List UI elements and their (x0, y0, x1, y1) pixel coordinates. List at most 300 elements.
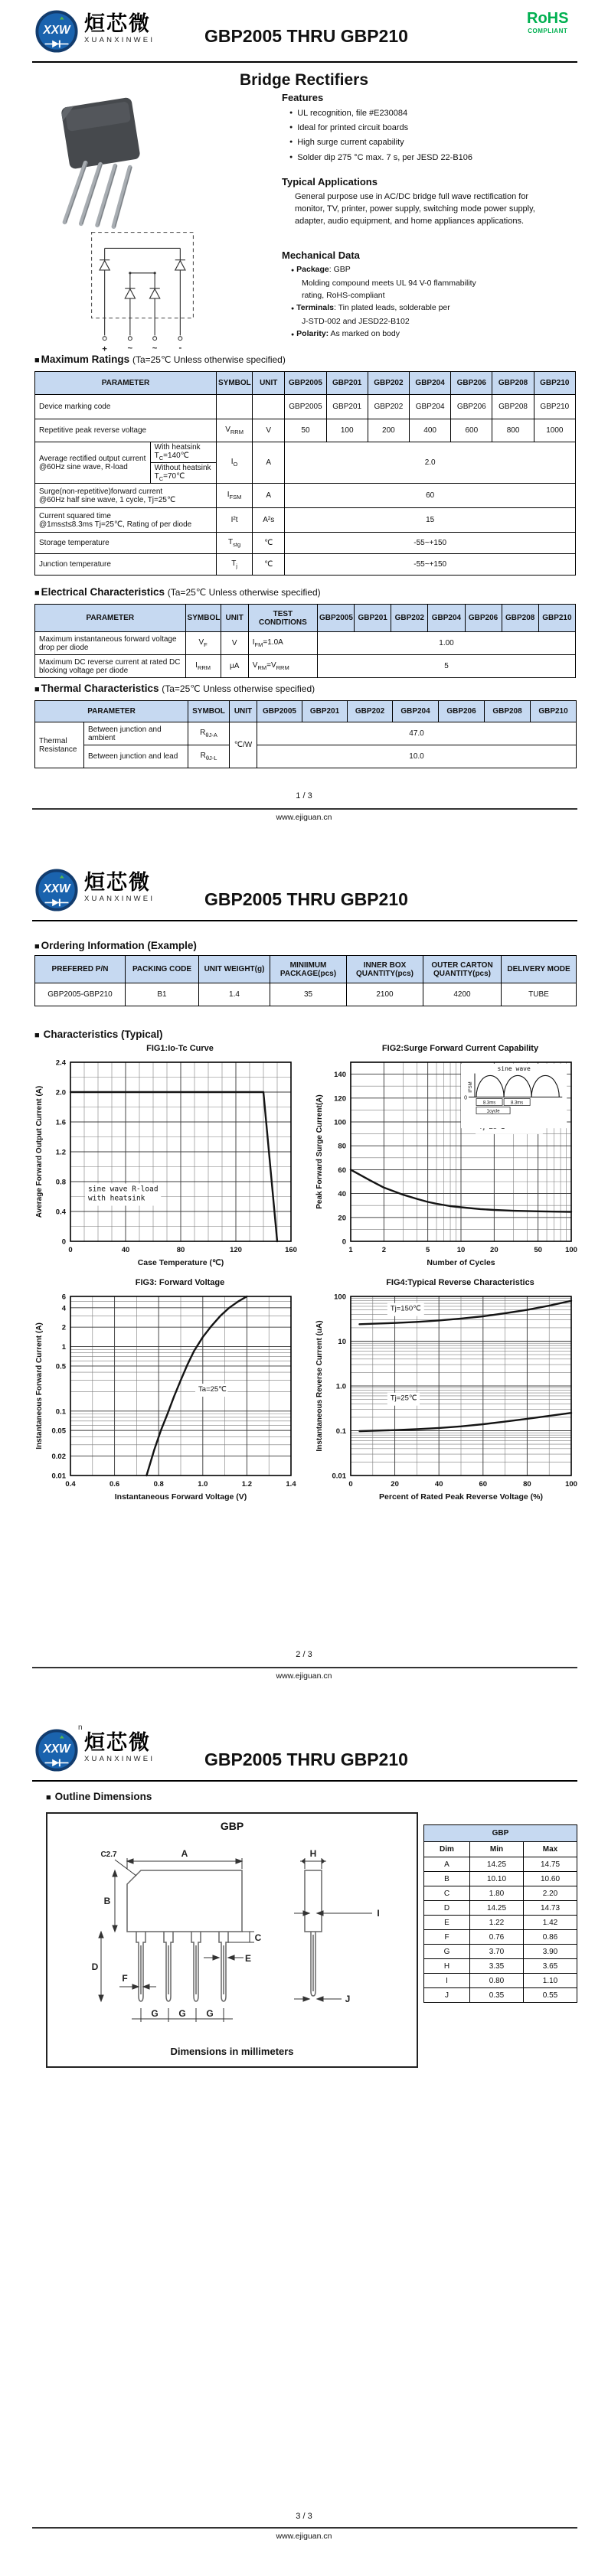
value-cell: 15 (285, 508, 576, 533)
mech-cont: J-STD-002 and JESD22-B102 (302, 317, 410, 326)
value-cell: 60 (285, 484, 576, 508)
svg-text:Number of Cycles: Number of Cycles (427, 1258, 495, 1267)
table-row (35, 395, 576, 419)
value-cell: GBP2005 (285, 395, 326, 419)
brand-name-cn: 烜芯微 (84, 1731, 151, 1754)
col-header: GBP206 (439, 701, 485, 722)
terminal-minus-label: - (178, 343, 182, 353)
symbol-cell: $T_{stg}$ (216, 533, 252, 554)
svg-text:1.0: 1.0 (198, 1480, 208, 1489)
col-header: GBP204 (428, 605, 465, 632)
svg-text:0.4: 0.4 (65, 1480, 76, 1489)
product-photo (44, 89, 158, 233)
symbol-cell: $I_O$ (216, 442, 252, 484)
param-cell: Average rectified output current @60Hz sine wave, R-load (35, 442, 151, 484)
chart-title: FIG3: Forward Voltage (135, 1278, 225, 1287)
page-number: 1 / 3 (296, 791, 312, 801)
value-cell: GBP204 (410, 395, 451, 419)
value-cell: GBP206 (451, 395, 492, 419)
svg-text:0.02: 0.02 (51, 1453, 66, 1462)
applications-body: General purpose use in AC/DC bridge full wave rectification for monitor, TV, printer, power supply, switching mode power supply, adapter, audio equipment, and home appliances applications. (295, 192, 535, 226)
col-header: Dim (424, 1842, 470, 1857)
dim-label-e: E (244, 1953, 252, 1964)
value-cell: 800 (492, 419, 534, 442)
test-condition-cell: $I_{FM}=1.0A$ (248, 632, 317, 655)
max-cell: 0.55 (524, 1988, 577, 2003)
section-title: Maximum Ratings (41, 354, 130, 365)
svg-text:8.3ms: 8.3ms (482, 1101, 496, 1106)
footer-rule (32, 1667, 577, 1668)
section-condition: (Ta=25℃ Unless otherwise specified) (167, 587, 321, 598)
min-cell: 1.80 (470, 1886, 524, 1901)
fig1-io-tc-curve (32, 1044, 302, 1274)
svg-text:0.8: 0.8 (153, 1480, 164, 1489)
svg-text:1.0: 1.0 (335, 1382, 346, 1391)
col-header: GBP202 (348, 701, 393, 722)
param-cell: Device marking code (35, 395, 217, 419)
col-header: Max (524, 1842, 577, 1857)
svg-text:40: 40 (338, 1190, 346, 1199)
svg-text:IFSM: IFSM (469, 1081, 473, 1093)
value-cell: 1.00 (318, 632, 576, 655)
table-row (424, 1857, 577, 1872)
header-rule (32, 1780, 577, 1782)
mechanical-list (291, 263, 590, 341)
bullet-icon: ● (289, 154, 293, 160)
website-link: www.ejiguan.cn (276, 1671, 332, 1681)
col-header: DELIVERY MODE (502, 956, 577, 983)
col-header: PARAMETER (35, 605, 186, 632)
svg-text:0: 0 (68, 1246, 73, 1254)
value-cell: 4200 (423, 983, 502, 1006)
mech-text: As marked on body (329, 329, 400, 338)
unit-cell: A (253, 484, 285, 508)
section-title: Electrical Characteristics (41, 586, 165, 598)
value-cell: 200 (368, 419, 409, 442)
col-header: TEST CONDITIONS (248, 605, 317, 632)
svg-text:0.5: 0.5 (55, 1362, 66, 1371)
section-marker-icon: ■ (34, 589, 40, 598)
col-header: GBP204 (410, 372, 451, 395)
table-row (35, 508, 576, 533)
col-header: PARAMETER (35, 701, 188, 722)
list-item (282, 138, 588, 148)
svg-text:100: 100 (334, 1293, 346, 1302)
svg-text:8.3ms: 8.3ms (510, 1101, 524, 1106)
header-rule (32, 920, 577, 921)
footer-rule (32, 2527, 577, 2529)
value-cell: GBP2005-GBP210 (35, 983, 126, 1006)
svg-text:140: 140 (334, 1071, 346, 1080)
svg-text:2.4: 2.4 (55, 1058, 66, 1068)
unit-cell: ℃ (253, 533, 285, 554)
unit-cell: ℃ (253, 554, 285, 576)
mech-label: Polarity: (296, 329, 329, 338)
value-cell: 600 (451, 419, 492, 442)
svg-text:sine wave R-load: sine wave R-load (88, 1185, 159, 1194)
package-name: GBP (220, 1820, 244, 1832)
feature-text: Solder dip 275 °C max. 7 s, per JESD 22-B106 (297, 152, 473, 162)
bullet-icon: ● (289, 139, 293, 145)
col-header: UNIT (253, 372, 285, 395)
value-cell: 400 (410, 419, 451, 442)
table-header-row (35, 372, 576, 395)
ordering-heading (34, 940, 197, 951)
symbol-cell: $T_j$ (216, 554, 252, 576)
value-cell: -55~+150 (285, 554, 576, 576)
max-cell: 14.75 (524, 1857, 577, 1872)
col-header: SYMBOL (185, 605, 221, 632)
svg-text:0: 0 (348, 1480, 353, 1489)
col-header: PACKING CODE (126, 956, 199, 983)
param-cell: Between junction and lead (84, 745, 188, 768)
col-header: GBP210 (538, 605, 575, 632)
col-header: GBP210 (531, 701, 577, 722)
dim-cell: H (424, 1959, 470, 1974)
bridge-schematic (84, 227, 201, 359)
col-header: GBP2005 (257, 701, 302, 722)
symbol-cell: $R_{\theta J-A}$ (188, 722, 230, 745)
value-cell: 2.0 (285, 442, 576, 484)
fig3-forward-voltage (32, 1278, 302, 1508)
symbol-cell: I²t (216, 508, 252, 533)
section-condition: (Ta=25℃ Unless otherwise specified) (162, 683, 315, 694)
page-title: GBP2005 THRU GBP210 (204, 1749, 408, 1769)
symbol-cell: $V_{RRM}$ (216, 419, 252, 442)
section-marker-icon: ■ (34, 685, 40, 694)
max-cell: 1.42 (524, 1916, 577, 1930)
bullet-icon: ● (291, 268, 295, 273)
table-row (35, 484, 576, 508)
mech-text: : GBP (329, 265, 351, 274)
symbol-cell: $I_{RRM}$ (185, 655, 221, 678)
col-header: GBP204 (393, 701, 439, 722)
max-ratings-heading (34, 354, 286, 365)
min-cell: 14.25 (470, 1857, 524, 1872)
svg-text:100: 100 (334, 1118, 346, 1127)
dim-cell: I (424, 1974, 470, 1988)
svg-text:160: 160 (285, 1246, 297, 1254)
svg-text:60: 60 (338, 1166, 346, 1175)
bridge-circuit-icon (84, 227, 201, 355)
value-cell: -55~+150 (285, 533, 576, 554)
characteristics-heading (34, 1029, 162, 1040)
list-item (291, 328, 590, 341)
svg-text:1.2: 1.2 (55, 1148, 66, 1157)
svg-text:2.0: 2.0 (55, 1088, 66, 1097)
svg-text:40: 40 (121, 1246, 130, 1254)
mech-cont: Molding compound meets UL 94 V-0 flammability (302, 279, 476, 288)
svg-text:1.2: 1.2 (241, 1480, 253, 1489)
svg-text:1: 1 (61, 1343, 66, 1352)
list-item (282, 153, 588, 163)
dim-label-h: H (309, 1848, 317, 1859)
rohs-label: RoHS (527, 10, 569, 27)
svg-text:0.6: 0.6 (109, 1480, 120, 1489)
col-header: MINIIMUM PACKAGE(pcs) (270, 956, 347, 983)
svg-text:1: 1 (348, 1246, 353, 1254)
dim-label-f: F (122, 1973, 128, 1984)
col-header: UNIT (221, 605, 248, 632)
mechanical-heading: Mechanical Data (282, 249, 360, 261)
unit-cell: V (221, 632, 248, 655)
svg-text:Peak Forward Surge Current(A): Peak Forward Surge Current(A) (315, 1094, 324, 1209)
dim-label-c: C (254, 1932, 262, 1943)
section-marker-icon: ■ (34, 356, 40, 365)
svg-text:Case Temperature (℃): Case Temperature (℃) (137, 1258, 224, 1267)
col-header: GBP208 (502, 605, 538, 632)
svg-text:2: 2 (381, 1246, 386, 1254)
svg-text:0.01: 0.01 (51, 1472, 66, 1481)
table-header-row (35, 605, 576, 632)
fig4-reverse-characteristics (312, 1278, 582, 1508)
svg-text:10: 10 (338, 1338, 346, 1346)
svg-text:sine wave: sine wave (497, 1065, 531, 1072)
section-marker-icon: ■ (34, 1031, 40, 1040)
min-cell: 1.22 (470, 1916, 524, 1930)
table-row (35, 554, 576, 576)
svg-text:Tj=25℃: Tj=25℃ (390, 1394, 417, 1403)
mech-label: Package (296, 265, 329, 274)
svg-text:20: 20 (490, 1246, 498, 1254)
header-rule (32, 61, 577, 63)
svg-text:100: 100 (565, 1480, 577, 1489)
svg-text:1.4: 1.4 (286, 1480, 296, 1489)
value-cell: B1 (126, 983, 199, 1006)
mech-text: : Tin plated leads, solderable per (333, 303, 450, 312)
table-row (35, 983, 577, 1006)
page-title: GBP2005 THRU GBP210 (204, 26, 408, 46)
dim-cell: C (424, 1886, 470, 1901)
svg-text:1cycle: 1cycle (486, 1109, 500, 1114)
list-item (291, 263, 590, 277)
max-cell: 1.10 (524, 1974, 577, 1988)
table-row (424, 1945, 577, 1959)
list-item (291, 302, 590, 315)
dim-label-g: G (178, 2008, 186, 2019)
thermal-table (34, 700, 577, 768)
col-header: PARAMETER (35, 372, 217, 395)
table-header-row (35, 956, 577, 983)
symbol-cell: $I_{FSM}$ (216, 484, 252, 508)
logo-icon (34, 9, 79, 54)
svg-text:Instantaneous Reverse Current: Instantaneous Reverse Current (uA) (315, 1320, 324, 1452)
table-row (424, 1901, 577, 1916)
dim-cell: B (424, 1872, 470, 1886)
svg-text:5: 5 (426, 1246, 430, 1254)
svg-text:Instantaneous Forward Current: Instantaneous Forward Current (A) (35, 1322, 44, 1449)
brand-name-cn: 烜芯微 (84, 12, 151, 35)
table-row (35, 442, 576, 463)
svg-text:0: 0 (342, 1237, 346, 1247)
group-cell: Thermal Resistance (35, 722, 84, 768)
bullet-icon: ● (289, 110, 293, 116)
section-title: Thermal Characteristics (41, 683, 159, 694)
terminal-plus-label: + (102, 344, 107, 354)
svg-text:80: 80 (338, 1142, 346, 1151)
param-cell: Surge(non-repetitive)forward current @60Hz half sine wave, 1 cycle, Tj=25℃ (35, 484, 217, 508)
table-row (35, 722, 577, 745)
bullet-icon: ● (289, 125, 293, 131)
value-cell: 100 (326, 419, 368, 442)
svg-text:0.1: 0.1 (335, 1427, 346, 1436)
table-row (424, 1872, 577, 1886)
brand-name-en: XUANXINWEI (84, 36, 155, 44)
svg-text:100: 100 (565, 1246, 577, 1254)
value-cell: 35 (270, 983, 347, 1006)
symbol-cell (216, 395, 252, 419)
product-name: Bridge Rectifiers (239, 71, 369, 89)
unit-cell: ℃/W (230, 722, 257, 768)
dim-label-g: G (151, 2008, 159, 2019)
col-header: Min (470, 1842, 524, 1857)
svg-text:Instantaneous Forward Voltage: Instantaneous Forward Voltage (V) (114, 1492, 247, 1502)
website-link: www.ejiguan.cn (276, 813, 332, 822)
svg-text:120: 120 (230, 1246, 242, 1254)
max-cell: 0.86 (524, 1930, 577, 1945)
table-row (424, 1886, 577, 1901)
logo-monogram: XXW (43, 1742, 70, 1756)
features-list (282, 109, 588, 163)
col-header: GBP208 (492, 372, 534, 395)
col-header: OUTER CARTON QUANTITY(pcs) (423, 956, 502, 983)
svg-text:50: 50 (534, 1246, 542, 1254)
dimensions-caption: Dimensions in millimeters (170, 2046, 294, 2057)
dim-cell: A (424, 1857, 470, 1872)
features-heading: Features (282, 92, 324, 103)
value-cell: GBP210 (534, 395, 575, 419)
svg-text:80: 80 (523, 1480, 531, 1489)
svg-text:with heatsink: with heatsink (88, 1194, 145, 1203)
table-title: GBP (424, 1825, 577, 1842)
feature-text: UL recognition, file #E230084 (297, 109, 408, 118)
col-header: GBP2005 (318, 605, 355, 632)
param-cell: Maximum instantaneous forward voltage drop per diode (35, 632, 186, 655)
table-row (424, 1974, 577, 1988)
svg-text:Average Forward Output Current: Average Forward Output Current (A) (35, 1085, 44, 1218)
logo-icon (34, 868, 79, 912)
max-cell: 10.60 (524, 1872, 577, 1886)
fig2-surge-current (312, 1044, 582, 1274)
param-cell: Junction temperature (35, 554, 217, 576)
rohs-badge (527, 11, 568, 34)
section-condition: (Ta=25℃ Unless otherwise specified) (132, 354, 286, 365)
col-header: PREFERED P/N (35, 956, 126, 983)
table-row (424, 1959, 577, 1974)
logo-monogram: XXW (43, 23, 70, 37)
min-cell: 14.25 (470, 1901, 524, 1916)
chart-title: FIG2:Surge Forward Current Capability (381, 1044, 539, 1053)
value-cell: GBP201 (326, 395, 368, 419)
dim-cell: D (424, 1901, 470, 1916)
table-row (35, 419, 576, 442)
section-title: Characteristics (Typical) (43, 1029, 163, 1040)
col-header: UNIT (230, 701, 257, 722)
col-header: SYMBOL (188, 701, 230, 722)
svg-text:120: 120 (334, 1094, 346, 1104)
svg-text:4: 4 (61, 1304, 66, 1313)
max-cell: 14.73 (524, 1901, 577, 1916)
svg-text:0: 0 (61, 1237, 66, 1247)
svg-text:60: 60 (479, 1480, 488, 1489)
min-cell: 3.70 (470, 1945, 524, 1959)
col-header: GBP201 (326, 372, 368, 395)
chart-title: FIG1:Io-Tc Curve (146, 1044, 214, 1053)
applications-heading: Typical Applications (282, 176, 378, 187)
svg-text:80: 80 (176, 1246, 185, 1254)
col-header: GBP206 (465, 605, 502, 632)
svg-text:Ta=25℃: Ta=25℃ (198, 1385, 227, 1394)
table-header-row (424, 1842, 577, 1857)
max-cell: 2.20 (524, 1886, 577, 1901)
brand-text (84, 872, 155, 903)
section-title: Outline Dimensions (54, 1791, 152, 1802)
table-row (424, 1916, 577, 1930)
chart-canvas (32, 1056, 302, 1270)
col-header: GBP208 (485, 701, 531, 722)
unit-cell: A (253, 442, 285, 484)
list-item (282, 109, 588, 119)
value-cell: GBP208 (492, 395, 534, 419)
page-title: GBP2005 THRU GBP210 (204, 889, 408, 909)
max-ratings-table (34, 371, 576, 576)
param-cell: Storage temperature (35, 533, 217, 554)
test-condition-cell: $V_{RM}=V_{RRM}$ (248, 655, 317, 678)
chart-title: FIG4:Typical Reverse Characteristics (386, 1278, 534, 1287)
table-row (424, 1988, 577, 2003)
bullet-icon: ● (291, 332, 295, 337)
table-row (35, 632, 576, 655)
col-header: GBP202 (368, 372, 409, 395)
page-2 (0, 859, 608, 1717)
col-header: GBP206 (451, 372, 492, 395)
col-header: GBP202 (391, 605, 428, 632)
param-cell: Repetitive peak reverse voltage (35, 419, 217, 442)
svg-text:6: 6 (61, 1293, 66, 1302)
table-row (35, 533, 576, 554)
section-marker-icon: ■ (34, 942, 40, 951)
dim-cell: E (424, 1916, 470, 1930)
logo-monogram: XXW (43, 882, 70, 895)
table-header-row (424, 1825, 577, 1842)
value-cell: GBP202 (368, 395, 409, 419)
svg-text:40: 40 (434, 1480, 443, 1489)
min-cell: 3.35 (470, 1959, 524, 1974)
col-header: UNIT WEIGHT(g) (199, 956, 270, 983)
min-cell: 0.76 (470, 1930, 524, 1945)
feature-text: Ideal for printed circuit boards (297, 123, 409, 133)
dim-cell: J (424, 1988, 470, 2003)
svg-text:20: 20 (391, 1480, 399, 1489)
dim-label-j: J (345, 1994, 351, 2004)
dim-label-d: D (91, 1961, 99, 1972)
footer-rule (32, 808, 577, 810)
svg-text:20: 20 (338, 1214, 346, 1223)
value-cell: 47.0 (257, 722, 577, 745)
brand-name-en: XUANXINWEI (84, 895, 155, 903)
symbol-cell: $V_F$ (185, 632, 221, 655)
svg-text:0.1: 0.1 (55, 1407, 66, 1417)
brand-text (84, 1733, 155, 1763)
value-cell: 50 (285, 419, 326, 442)
subparam-cell: Without heatsink $T_C=70℃$ (150, 463, 216, 484)
page-3 (0, 1717, 608, 2576)
unit-cell: V (253, 419, 285, 442)
svg-text:2: 2 (61, 1323, 66, 1332)
value-cell: 2100 (347, 983, 423, 1006)
subparam-cell: With heatsink $T_C=140℃$ (150, 442, 216, 463)
dim-label-c27: C2.7 (100, 1850, 117, 1859)
